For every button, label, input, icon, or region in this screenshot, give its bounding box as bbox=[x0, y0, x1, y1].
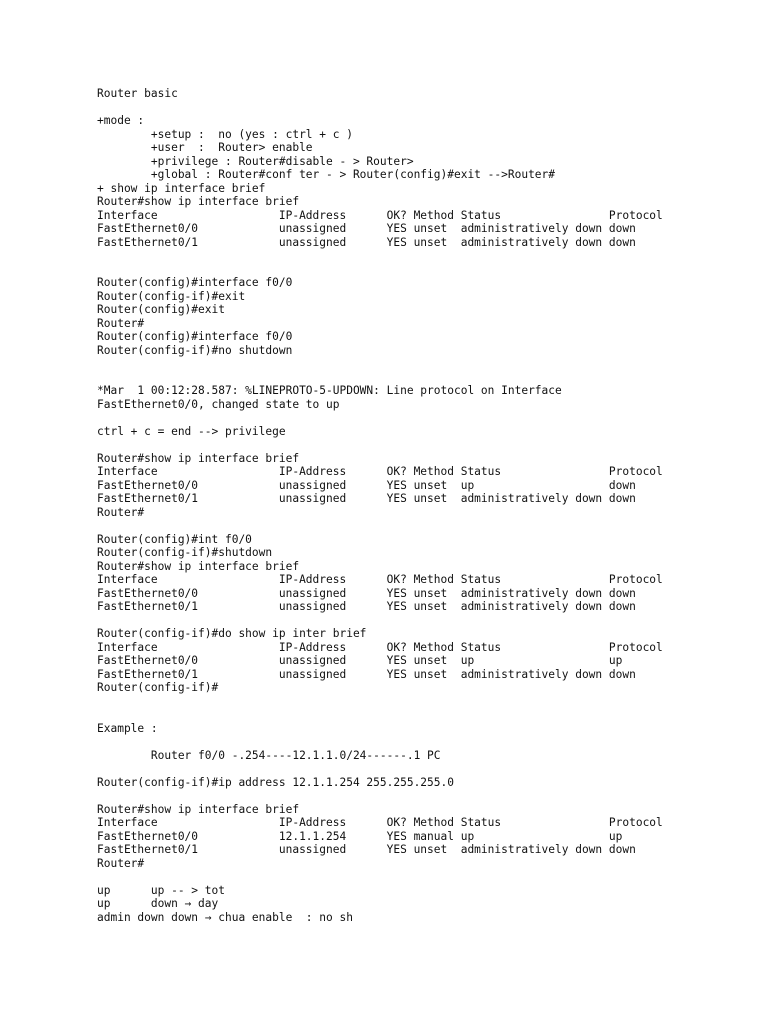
text-line: FastEthernet0/0 12.1.1.254 YES manual up up bbox=[97, 829, 623, 843]
text-line bbox=[97, 411, 737, 425]
text-line: FastEthernet0/0 unassigned YES unset up up bbox=[97, 654, 623, 667]
text-line: Router f0/0 -.254----12.1.1.0/24------.1 PC bbox=[97, 748, 441, 762]
text-line: Router(config)#interface f0/0 bbox=[97, 276, 293, 289]
text-line: Router# bbox=[97, 316, 145, 330]
text-line: up down → day bbox=[97, 897, 219, 910]
text-line: admin down down → chua enable : no sh bbox=[97, 910, 353, 924]
text-line: FastEthernet0/0 unassigned YES unset up down bbox=[97, 478, 636, 492]
text-line: up up -- > tot bbox=[97, 883, 225, 897]
text-line: Router#show ip interface brief bbox=[97, 451, 300, 465]
text-line bbox=[97, 614, 737, 628]
text-line: +global : Router#conf ter - > Router(config)#exit -->Router# bbox=[97, 168, 556, 181]
text-line bbox=[97, 708, 737, 722]
text-line: Interface IP-Address OK? Method Status Protocol bbox=[97, 208, 663, 222]
text-line: FastEthernet0/1 unassigned YES unset administratively down down bbox=[97, 492, 636, 505]
text-line bbox=[97, 357, 737, 371]
text-line: FastEthernet0/0 unassigned YES unset administratively down down bbox=[97, 222, 636, 235]
text-line bbox=[97, 249, 737, 263]
text-line: Interface IP-Address OK? Method Status Protocol bbox=[97, 640, 663, 654]
text-line: Router#show ip interface brief bbox=[97, 559, 300, 573]
text-line: Router(config-if)#ip address 12.1.1.254 255.255.255.0 bbox=[97, 775, 454, 789]
text-line bbox=[97, 519, 737, 533]
text-line: FastEthernet0/0, changed state to up bbox=[97, 397, 340, 411]
text-line: ctrl + c = end --> privilege bbox=[97, 424, 286, 438]
text-line: Interface IP-Address OK? Method Status Protocol bbox=[97, 573, 663, 586]
text-line: Router#show ip interface brief bbox=[97, 195, 300, 208]
text-line: *Mar 1 00:12:28.587: %LINEPROTO-5-UPDOWN: Line protocol on Interface bbox=[97, 384, 562, 397]
document-body bbox=[97, 87, 737, 924]
text-line: + show ip interface brief bbox=[97, 181, 266, 195]
text-line bbox=[97, 101, 737, 115]
text-line: Router# bbox=[97, 505, 145, 519]
text-line: +user : Router> enable bbox=[97, 141, 313, 154]
text-line bbox=[97, 263, 737, 277]
text-line: Router(config)#interface f0/0 bbox=[97, 330, 293, 343]
text-line bbox=[97, 789, 737, 803]
text-line bbox=[97, 870, 737, 884]
text-line: +mode : bbox=[97, 114, 145, 127]
text-line: FastEthernet0/1 unassigned YES unset administratively down down bbox=[97, 235, 636, 249]
text-line: Router(config-if)# bbox=[97, 681, 219, 694]
text-line: Router(config-if)#do show ip inter brief bbox=[97, 627, 367, 640]
text-line: Router#show ip interface brief bbox=[97, 802, 300, 816]
text-line: Interface IP-Address OK? Method Status Protocol bbox=[97, 816, 663, 829]
text-line: +privilege : Router#disable - > Router> bbox=[97, 154, 414, 168]
text-line bbox=[97, 695, 737, 709]
text-line: Example : bbox=[97, 721, 158, 735]
text-line: Interface IP-Address OK? Method Status Protocol bbox=[97, 465, 663, 478]
text-line: Router(config)#int f0/0 bbox=[97, 532, 252, 546]
text-line: Router basic bbox=[97, 87, 178, 100]
text-line bbox=[97, 371, 737, 385]
text-line: Router(config-if)#no shutdown bbox=[97, 343, 293, 357]
text-line: FastEthernet0/0 unassigned YES unset administratively down down bbox=[97, 586, 636, 600]
text-line bbox=[97, 735, 737, 749]
text-line bbox=[97, 438, 737, 452]
text-line: FastEthernet0/1 unassigned YES unset administratively down down bbox=[97, 667, 636, 681]
text-line: Router# bbox=[97, 856, 145, 870]
text-line: Router(config-if)#shutdown bbox=[97, 546, 273, 559]
text-line: FastEthernet0/1 unassigned YES unset administratively down down bbox=[97, 600, 636, 613]
text-line: FastEthernet0/1 unassigned YES unset administratively down down bbox=[97, 843, 636, 856]
text-line: Router(config)#exit bbox=[97, 303, 225, 316]
text-line: Router(config-if)#exit bbox=[97, 289, 246, 303]
text-line: +setup : no (yes : ctrl + c ) bbox=[97, 127, 353, 141]
text-line bbox=[97, 762, 737, 776]
